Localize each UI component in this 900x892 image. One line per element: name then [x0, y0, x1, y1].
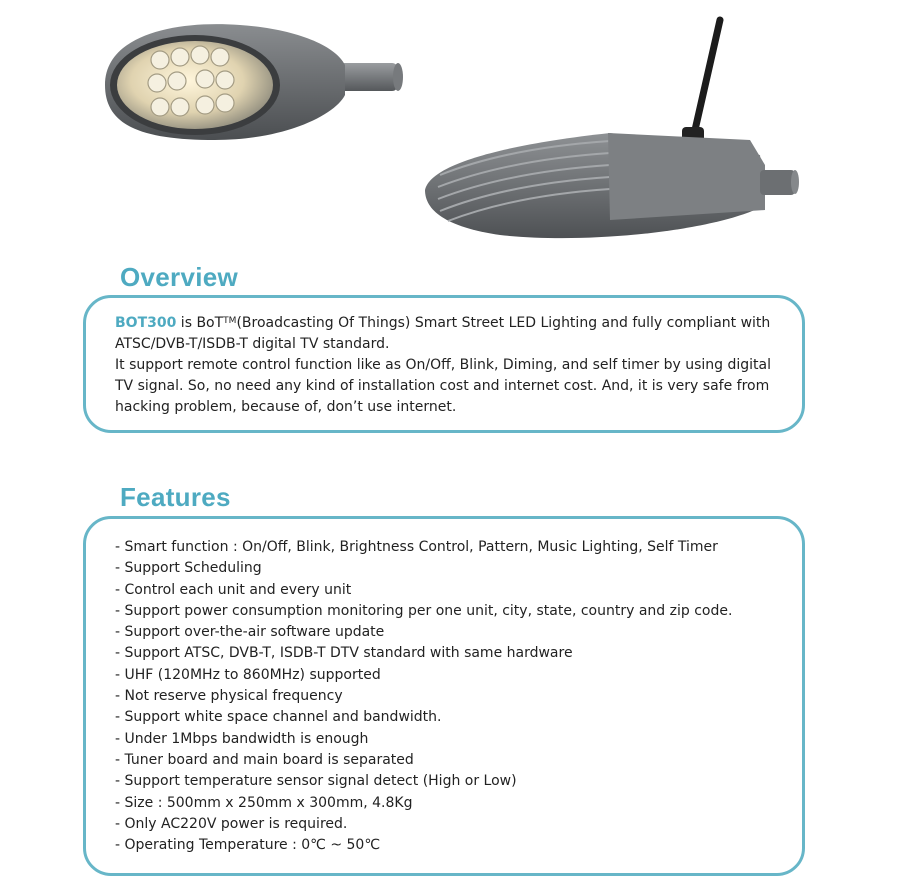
feature-item: - Support temperature sensor signal detect (High or Low) — [115, 773, 517, 790]
street-light-side-photo — [420, 15, 810, 255]
features-list — [115, 537, 732, 856]
feature-item: - Smart function : On/Off, Blink, Brightness Control, Pattern, Music Lighting, Self Timer — [115, 539, 718, 555]
features-heading: Features — [120, 482, 231, 512]
trademark-mark: TM — [223, 316, 237, 326]
overview-line-4: TV signal. So, no need any kind of installation cost and internet cost. And, it is very safe from — [115, 378, 770, 394]
feature-item: - Support power consumption monitoring per one unit, city, state, country and zip code. — [115, 602, 733, 619]
overview-paragraph — [115, 313, 795, 418]
feature-item: - Support over-the-air software update — [115, 624, 385, 641]
overview-text-a: is BoT — [176, 315, 224, 331]
feature-item: - Tuner board and main board is separated — [115, 751, 414, 768]
feature-item: - Not reserve physical frequency — [115, 688, 343, 705]
feature-item: - Only AC220V power is required. — [115, 815, 348, 832]
overview-line-2: ATSC/DVB-T/ISDB-T digital TV standard. — [115, 336, 390, 352]
feature-item: - Support white space channel and bandwidth. — [115, 709, 442, 726]
overview-line-3: It support remote control function like as On/Off, Blink, Diming, and self timer by using digital — [115, 357, 771, 373]
overview-line-5: hacking problem, because of, don’t use internet. — [115, 399, 457, 415]
overview-text-b: (Broadcasting Of Things) Smart Street LED Lighting and fully compliant with — [236, 315, 771, 331]
feature-item: - Control each unit and every unit — [115, 581, 352, 598]
overview-heading: Overview — [120, 262, 239, 292]
feature-item: - Operating Temperature : 0℃ ~ 50℃ — [115, 837, 381, 854]
feature-item: - UHF (120MHz to 860MHz) supported — [115, 666, 381, 683]
feature-item: - Support Scheduling — [115, 560, 262, 577]
feature-item: - Support ATSC, DVB-T, ISDB-T DTV standard with same hardware — [115, 645, 573, 662]
feature-item: - Under 1Mbps bandwidth is enough — [115, 730, 369, 747]
street-light-front-photo — [95, 15, 415, 160]
feature-item: - Size : 500mm x 250mm x 300mm, 4.8Kg — [115, 794, 413, 811]
product-name: BOT300 — [115, 315, 177, 331]
